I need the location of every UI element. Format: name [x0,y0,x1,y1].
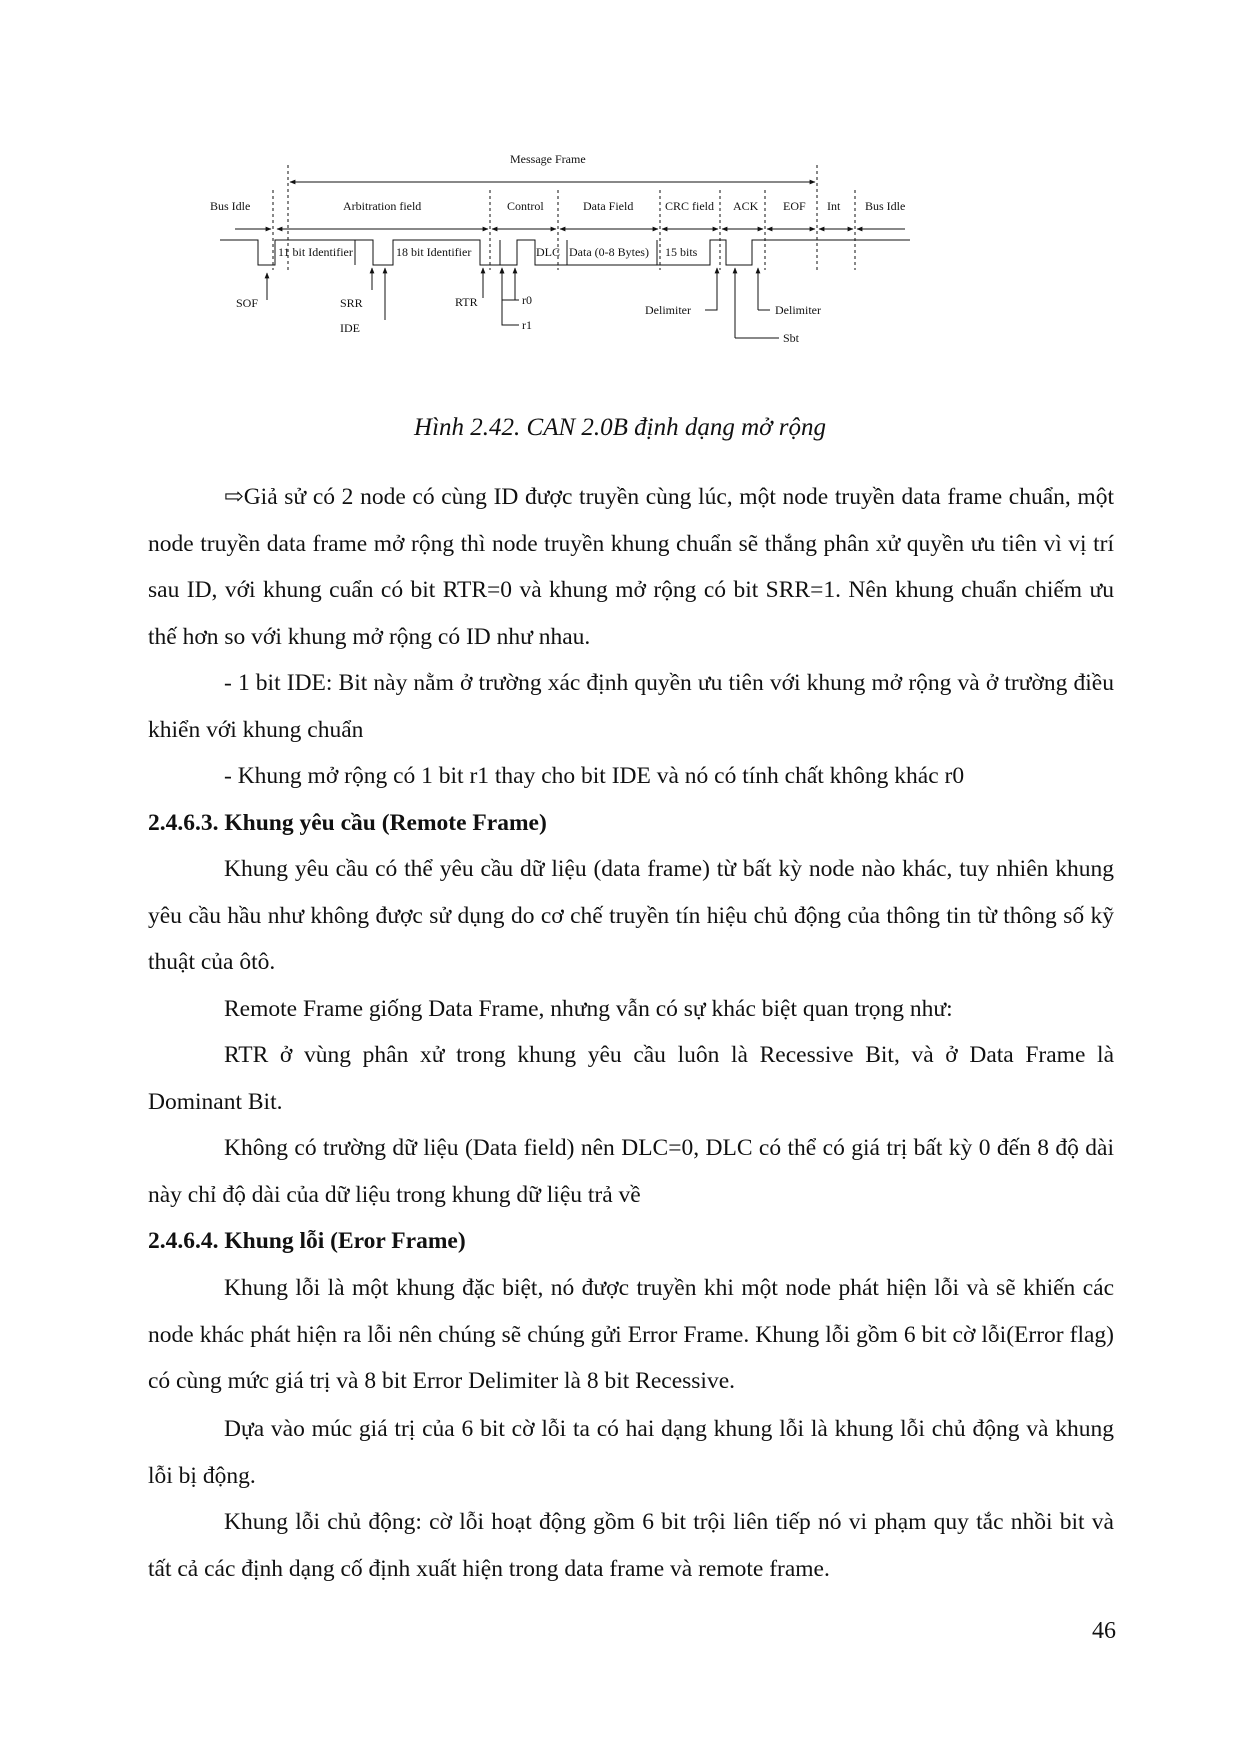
label-delimiter-2: Delimiter [775,303,821,317]
label-ide: IDE [340,321,360,335]
paragraph-remote-frame-intro: Khung yêu cầu có thể yêu cầu dữ liệu (data frame) từ bất kỳ node nào khác, tuy nhiên khung yêu cầu hầu như không được sử dụng do cơ chế truyền tín hiệu chủ động của thông tin từ thông số kỹ thuật của ôtô. [148,856,1114,976]
label-crc-field: CRC field [665,199,715,213]
label-eof: EOF [783,199,806,213]
paragraph-r1-bit: - Khung mở rộng có 1 bit r1 thay cho bit IDE và nó có tính chất không khác r0 [224,763,965,789]
paragraph-active-error-frame: Khung lỗi chủ động: cờ lỗi hoạt động gồm 6 bit trội liên tiếp nó vi phạm quy tắc nhồi bit và tất cả các định dạng cố định xuất hiện trong data frame và remote frame. [148,1509,1114,1582]
paragraph-text: Giả sử có 2 node có cùng ID được truyền cùng lúc, một node truyền data frame chuẩn, một node truyền data frame mở rộng thì node truyền khung chuẩn sẽ thắng phân xử quyền ưu tiên vì vị trí sau ID, với khung cuẩn có bit RTR=0 và khung mở rộng có bit SRR=1. Nên khung chuẩn chiếm ưu thế hơn so với khung mở rộng có ID như nhau. [148,484,1114,650]
arrow-right-icon: ⇨ [224,484,244,510]
paragraph-error-frame-intro: Khung lỗi là một khung đặc biệt, nó được truyền khi một node phát hiện lỗi và sẽ khiến các node khác phát hiện ra lỗi nên chúng sẽ chúng gửi Error Frame. Khung lỗi gồm 6 bit cờ lỗi(Error flag) có cùng mức giá trị và 8 bit Error Delimiter là 8 bit Recessive. [148,1275,1114,1395]
label-id11: 11 bit Identifier [278,245,353,259]
paragraph-rtr-recessive: RTR ở vùng phân xử trong khung yêu cầu luôn là Recessive Bit, và ở Data Frame là Dominant Bit. [148,1042,1114,1115]
label-control: Control [507,199,544,213]
label-data-field: Data Field [583,199,634,213]
paragraph-error-frame-types: Dựa vào múc giá trị của 6 bit cờ lỗi ta có hai dạng khung lỗi là khung lỗi chủ động và khung lỗi bị động. [148,1416,1114,1489]
paragraph-remote-vs-data: Remote Frame giống Data Frame, nhưng vẫn có sự khác biệt quan trọng như: [224,996,953,1022]
label-message-frame: Message Frame [510,152,586,166]
label-ack: ACK [733,199,759,213]
paragraph-ide-bit: - 1 bit IDE: Bit này nằm ở trường xác định quyền ưu tiên với khung mở rộng và ở trường điều khiển với khung chuẩn [148,670,1114,743]
figure-caption: Hình 2.42. CAN 2.0B định dạng mở rộng [414,414,826,441]
label-r0: r0 [522,293,532,307]
label-rtr: RTR [455,295,478,309]
heading-error-frame: 2.4.6.4. Khung lỗi (Eror Frame) [148,1228,466,1254]
label-data-bytes: Data (0-8 Bytes) [569,245,649,259]
paragraph-dlc: Không có trường dữ liệu (Data field) nên DLC=0, DLC có thể có giá trị bất kỳ 0 đến 8 độ dài này chỉ độ dài của dữ liệu trong khung dữ liệu trả về [148,1135,1114,1208]
page-number: 46 [1092,1618,1116,1644]
label-srr: SRR [340,296,363,310]
label-bus-idle-right: Bus Idle [865,199,906,213]
heading-remote-frame: 2.4.6.3. Khung yêu cầu (Remote Frame) [148,810,547,836]
label-int: Int [827,199,841,213]
label-r1: r1 [522,318,532,332]
can-extended-frame-diagram [205,150,935,410]
label-id18: 18 bit Identifier [396,245,472,259]
label-sof: SOF [236,296,259,310]
label-arbitration-field: Arbitration field [343,199,422,213]
paragraph-arbitration-comparison [148,474,1114,660]
label-delimiter-1: Delimiter [645,303,691,317]
label-15-bits: 15 bits [665,245,698,259]
label-dlc: DLC [536,245,560,259]
label-bus-idle-left: Bus Idle [210,199,251,213]
label-sbt: Sbt [783,331,800,345]
